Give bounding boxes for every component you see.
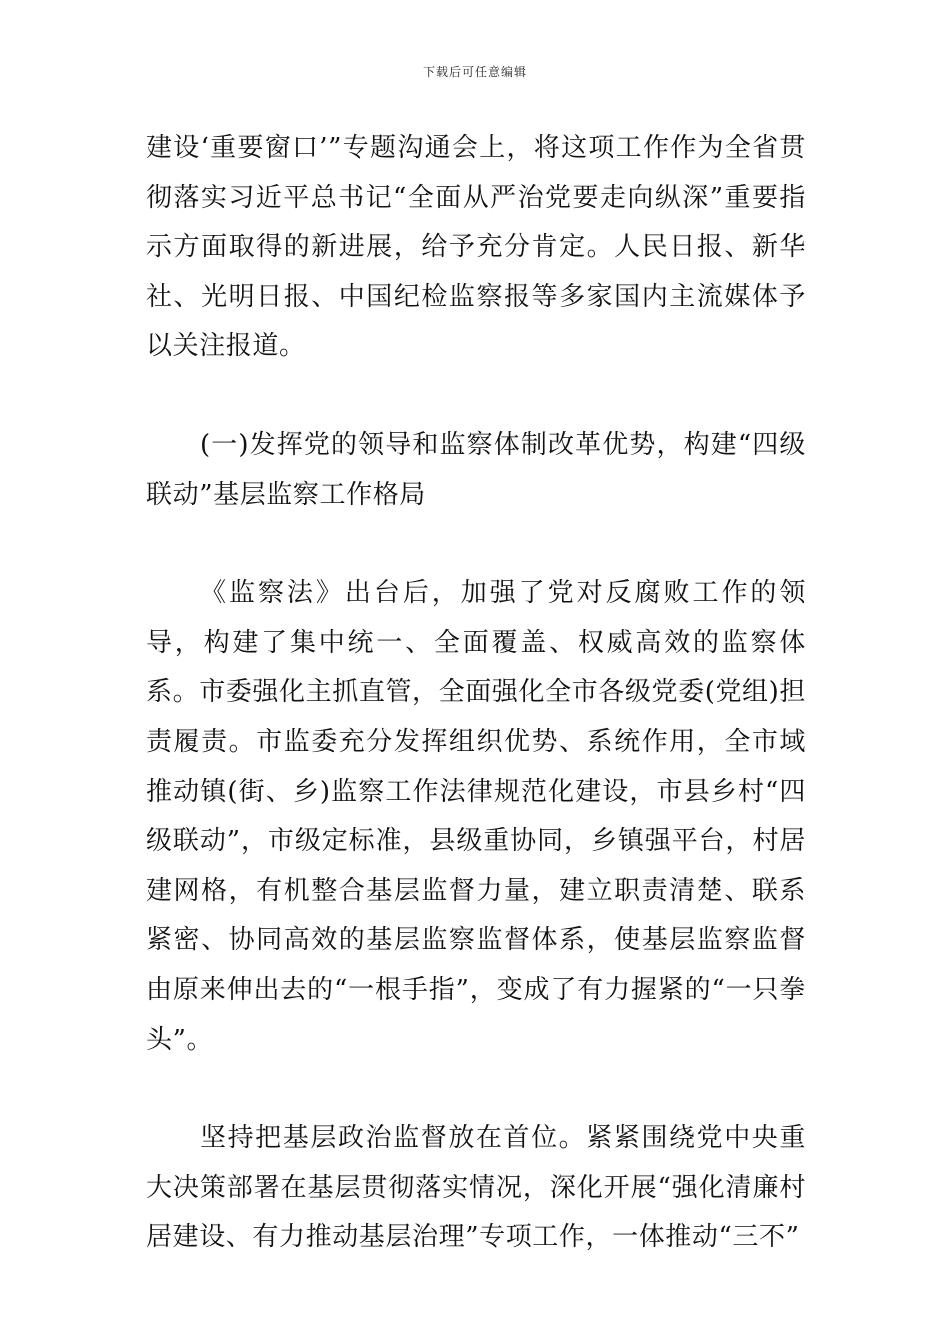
paragraph-political-supervision: 坚持把基层政治监督放在首位。紧紧围绕党中央重大决策部署在基层贯彻落实情况，深化开展“强化清廉村居建设、有力推动基层治理”专项工作，一体推动“三不” bbox=[146, 1123, 806, 1253]
paragraph-spacer bbox=[146, 1065, 806, 1114]
paragraph-spacer bbox=[146, 520, 806, 569]
section-heading: (一)发挥党的领导和监察体制改革优势，构建“四级联动”基层监察工作格局 bbox=[146, 429, 806, 510]
document-body bbox=[146, 124, 806, 1263]
paragraph-spacer bbox=[146, 372, 806, 421]
page-header: 下载后可任意编辑 bbox=[422, 65, 527, 79]
paragraph-continuation: 建设‘重要窗口’”专题沟通会上，将这项工作作为全省贯彻落实习近平总书记“全面从严治党要走向纵深”重要指示方面取得的新进展，给予充分肯定。人民日报、新华社、光明日报、中国纪检监察报等多家国内主流媒体予以关注报道。 bbox=[146, 133, 806, 362]
paragraph-supervision-law: 《监察法》出台后，加强了党对反腐败工作的领导，构建了集中统一、全面覆盖、权威高效的监察体系。市委强化主抓直管，全面强化全市各级党委(党组)担责履责。市监委充分发挥组织优势、系统作用，全市域推动镇(街、乡)监察工作法律规范化建设，市县乡村“四级联动”，市级定标准，县级重协同，乡镇强平台，村居建网格，有机整合基层监督力量，建立职责清楚、联系紧密、协同高效的基层监察监督体系，使基层监察监督由原来伸出去的“一根手指”，变成了有力握紧的“一只拳头”。 bbox=[146, 578, 806, 1055]
